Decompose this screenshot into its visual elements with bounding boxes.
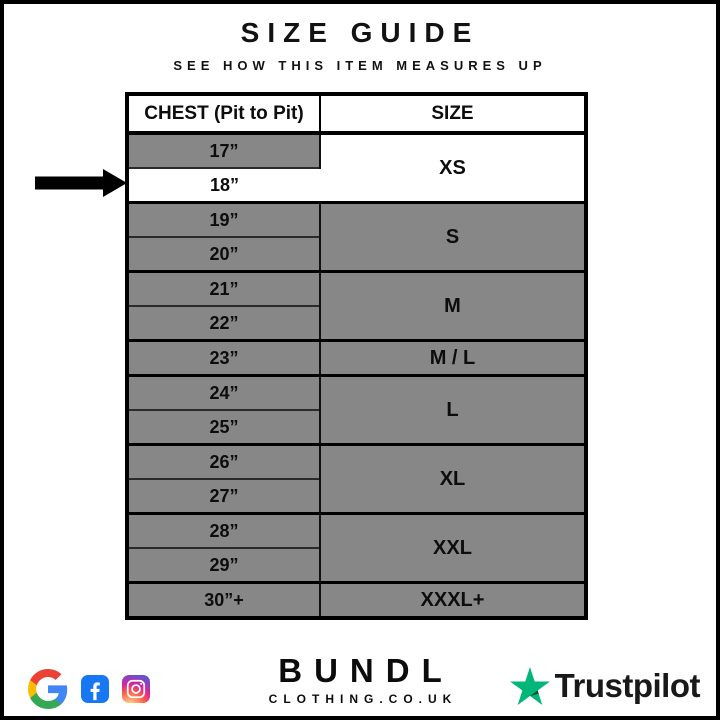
page-subtitle: SEE HOW THIS ITEM MEASURES UP	[173, 58, 547, 73]
chest-cell: 26”	[127, 445, 320, 480]
size-chart-table	[125, 92, 588, 620]
chest-cell-highlighted: 18”	[127, 168, 320, 203]
chest-cell: 19”	[127, 203, 320, 238]
chest-cell: 21”	[127, 272, 320, 307]
brand-domain: CLOTHING.CO.UK	[268, 692, 458, 706]
table-row	[127, 341, 586, 376]
page-title: SIZE GUIDE	[240, 17, 480, 48]
chest-column-header: CHEST (Pit to Pit)	[127, 94, 320, 133]
chest-cell: 17”	[127, 133, 320, 168]
table-row	[127, 583, 586, 619]
size-cell: S	[320, 203, 586, 272]
trustpilot-logo[interactable]	[510, 667, 700, 705]
chest-cell: 27”	[127, 479, 320, 514]
chest-cell: 23”	[127, 341, 320, 376]
size-cell: XS	[320, 133, 586, 203]
table-row	[127, 272, 586, 307]
size-column-header: SIZE	[320, 94, 586, 133]
chest-cell: 24”	[127, 376, 320, 411]
trustpilot-star-icon	[510, 667, 550, 705]
size-cell: M	[320, 272, 586, 341]
size-cell: XXL	[320, 514, 586, 583]
table-row	[127, 376, 586, 411]
table-row	[127, 445, 586, 480]
table-header-row	[127, 94, 586, 133]
size-cell: XL	[320, 445, 586, 514]
table-row	[127, 203, 586, 238]
chest-cell: 30”+	[127, 583, 320, 619]
chest-cell: 20”	[127, 237, 320, 272]
trustpilot-label: Trustpilot	[554, 667, 700, 704]
size-cell: M / L	[320, 341, 586, 376]
size-cell: XXXL+	[320, 583, 586, 619]
chest-cell: 28”	[127, 514, 320, 549]
chest-cell: 25”	[127, 410, 320, 445]
chest-cell: 29”	[127, 548, 320, 583]
brand-name: BUNDL	[278, 652, 454, 689]
chest-cell: 22”	[127, 306, 320, 341]
size-cell: L	[320, 376, 586, 445]
table-row	[127, 133, 586, 168]
highlight-arrow-icon	[35, 168, 127, 198]
table-row	[127, 514, 586, 549]
